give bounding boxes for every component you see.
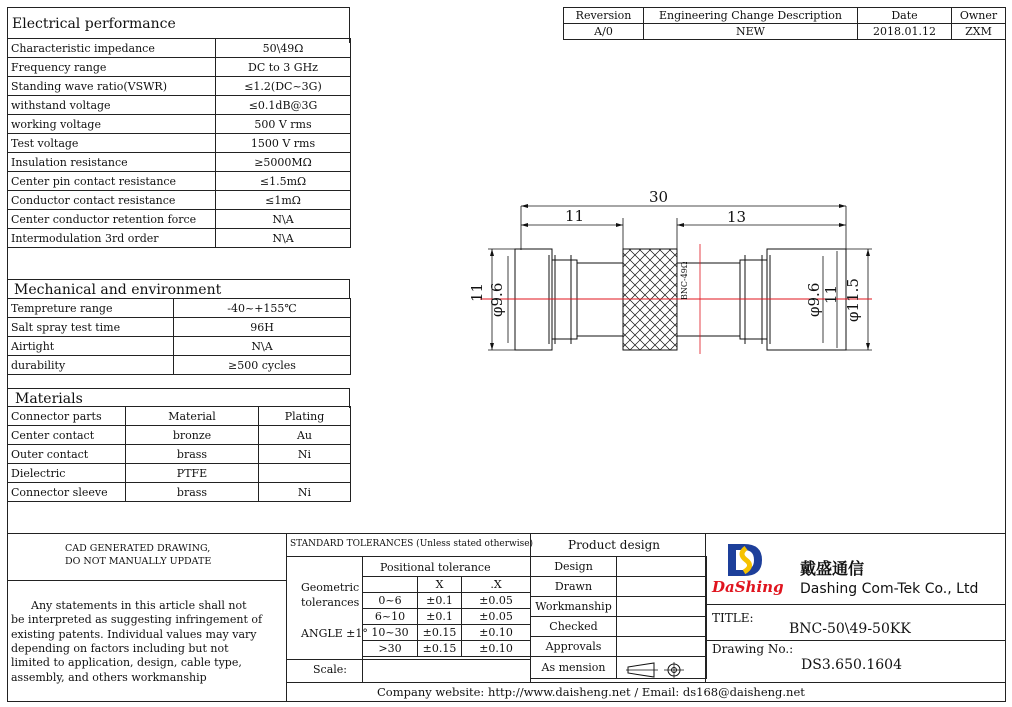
plating bbox=[259, 464, 351, 483]
table-row bbox=[363, 609, 531, 625]
table-row bbox=[8, 299, 351, 318]
table-row bbox=[531, 557, 707, 577]
dim-right-outer: φ11.5 bbox=[844, 278, 862, 322]
range: 0~6 bbox=[363, 593, 418, 609]
spec-name: Test voltage bbox=[8, 134, 216, 153]
rev: A/0 bbox=[564, 24, 644, 40]
spec-value: ≤1.2(DC~3G) bbox=[216, 77, 351, 96]
disclaimer-line: existing patents. Individual values may vary bbox=[11, 627, 257, 641]
product-field-value bbox=[617, 597, 707, 617]
tolerances-heading: STANDARD TOLERANCES (Unless stated otherwise) bbox=[290, 539, 534, 549]
range: >30 bbox=[363, 641, 418, 657]
date: 2018.01.12 bbox=[858, 24, 952, 40]
tol-dx: ±0.05 bbox=[462, 593, 531, 609]
title-value: BNC-50\49-50KK bbox=[789, 621, 911, 637]
product-field-value bbox=[617, 577, 707, 597]
spec-name: Salt spray test time bbox=[8, 318, 174, 337]
product-field-label: Approvals bbox=[531, 637, 617, 657]
product-field-label: Design bbox=[531, 557, 617, 577]
cad-note-2: DO NOT MANUALLY UPDATE bbox=[65, 556, 212, 567]
part: Outer contact bbox=[8, 445, 126, 464]
table-row bbox=[8, 115, 351, 134]
tol-x: ±0.15 bbox=[418, 625, 462, 641]
table-row bbox=[8, 356, 351, 375]
spec-value: ≤0.1dB@3G bbox=[216, 96, 351, 115]
range: 10~30 bbox=[363, 625, 418, 641]
header-owner: Owner bbox=[952, 8, 1006, 24]
spec-name: Insulation resistance bbox=[8, 153, 216, 172]
footer-contact: Company website: http://www.daisheng.net / Email: ds168@daisheng.net bbox=[377, 685, 805, 699]
spec-name: Intermodulation 3rd order bbox=[8, 229, 216, 248]
spec-name: Frequency range bbox=[8, 58, 216, 77]
connector-drawing bbox=[440, 180, 880, 370]
table-row bbox=[8, 483, 351, 502]
spec-value: 1500 V rms bbox=[216, 134, 351, 153]
spec-value: DC to 3 GHz bbox=[216, 58, 351, 77]
cad-note-1: CAD GENERATED DRAWING, bbox=[65, 543, 211, 554]
product-field-label: As mension bbox=[531, 657, 617, 679]
positional-tolerance: Positional tolerance bbox=[380, 561, 491, 574]
part: Center contact bbox=[8, 426, 126, 445]
material: bronze bbox=[126, 426, 259, 445]
spec-name: Conductor contact resistance bbox=[8, 191, 216, 210]
part: Connector sleeve bbox=[8, 483, 126, 502]
tol-dx: ±0.10 bbox=[462, 641, 531, 657]
spec-name: durability bbox=[8, 356, 174, 375]
geometric-1: Geometric bbox=[301, 581, 360, 594]
spec-value: N\A bbox=[174, 337, 351, 356]
spec-value: 500 V rms bbox=[216, 115, 351, 134]
company-name-en: Dashing Com-Tek Co., Ltd bbox=[800, 581, 979, 597]
plating: Ni bbox=[259, 483, 351, 502]
table-row bbox=[564, 24, 1006, 40]
revision-table bbox=[563, 7, 1006, 40]
electrical-table bbox=[7, 38, 351, 248]
dim-left-inner: φ9.6 bbox=[488, 282, 506, 317]
tol-x: ±0.15 bbox=[418, 641, 462, 657]
spec-name: withstand voltage bbox=[8, 96, 216, 115]
table-row bbox=[8, 58, 351, 77]
spec-value: ≥500 cycles bbox=[174, 356, 351, 375]
header-desc: Engineering Change Description bbox=[644, 8, 858, 24]
header-date: Date bbox=[858, 8, 952, 24]
header-rev: Reversion bbox=[564, 8, 644, 24]
disclaimer-line: depending on factors including but not bbox=[11, 641, 229, 655]
mechanical-table bbox=[7, 298, 351, 375]
materials-table bbox=[7, 406, 351, 502]
table-row bbox=[363, 641, 531, 657]
part: Dielectric bbox=[8, 464, 126, 483]
header-material: Material bbox=[126, 407, 259, 426]
product-field-label: Workmanship bbox=[531, 597, 617, 617]
plating: Au bbox=[259, 426, 351, 445]
table-row bbox=[8, 96, 351, 115]
dim-right: 13 bbox=[727, 208, 747, 226]
table-row bbox=[8, 210, 351, 229]
table-row bbox=[8, 191, 351, 210]
table-row bbox=[8, 134, 351, 153]
table-row bbox=[363, 593, 531, 609]
product-field-value bbox=[617, 557, 707, 577]
spec-value: 96H bbox=[174, 318, 351, 337]
header-part: Connector parts bbox=[8, 407, 126, 426]
tol-dx: ±0.10 bbox=[462, 625, 531, 641]
logo-text: DaShing bbox=[712, 578, 784, 596]
desc: NEW bbox=[644, 24, 858, 40]
drawing-no-value: DS3.650.1604 bbox=[801, 657, 902, 673]
spec-value: ≤1.5mΩ bbox=[216, 172, 351, 191]
materials-title: Materials bbox=[15, 391, 83, 407]
spec-name: Center conductor retention force bbox=[8, 210, 216, 229]
dim-right-inner: φ9.6 bbox=[805, 282, 823, 317]
drawing-no-label: Drawing No.: bbox=[712, 642, 794, 656]
table-row bbox=[8, 464, 351, 483]
body-label: BNC-49Ω bbox=[680, 261, 689, 300]
table-row bbox=[8, 337, 351, 356]
table-header-row bbox=[564, 8, 1006, 24]
dim-left: 11 bbox=[565, 207, 585, 225]
header-range bbox=[363, 577, 418, 593]
spec-name: Airtight bbox=[8, 337, 174, 356]
spec-value: N\A bbox=[216, 229, 351, 248]
spec-name: working voltage bbox=[8, 115, 216, 134]
tol-dx: ±0.05 bbox=[462, 609, 531, 625]
projection-symbol-icon bbox=[626, 662, 692, 678]
geometric-2: tolerances bbox=[301, 596, 360, 609]
spec-value: 50\49Ω bbox=[216, 39, 351, 58]
table-row bbox=[8, 153, 351, 172]
materials-section bbox=[7, 388, 350, 408]
owner: ZXM bbox=[952, 24, 1006, 40]
disclaimer-line: assembly, and others workmanship bbox=[11, 670, 207, 684]
scale-label: Scale: bbox=[313, 663, 347, 676]
dim-right-mid: 11 bbox=[822, 284, 840, 304]
spec-name: Standing wave ratio(VSWR) bbox=[8, 77, 216, 96]
disclaimer-line: limited to application, design, cable type, bbox=[11, 656, 242, 670]
table-row bbox=[8, 426, 351, 445]
table-header-row bbox=[8, 407, 351, 426]
dim-total: 30 bbox=[649, 188, 669, 206]
tol-x: ±0.1 bbox=[418, 593, 462, 609]
header-plating: Plating bbox=[259, 407, 351, 426]
title-label: TITLE: bbox=[712, 611, 754, 625]
mechanical-section bbox=[7, 279, 350, 299]
plating: Ni bbox=[259, 445, 351, 464]
table-row bbox=[363, 625, 531, 641]
material: brass bbox=[126, 483, 259, 502]
tol-x: ±0.1 bbox=[418, 609, 462, 625]
product-table bbox=[530, 556, 707, 679]
table-row bbox=[531, 617, 707, 637]
spec-name: Tempreture range bbox=[8, 299, 174, 318]
table-row bbox=[8, 172, 351, 191]
product-field-label: Drawn bbox=[531, 577, 617, 597]
header-dx: .X bbox=[462, 577, 531, 593]
spec-name: Center pin contact resistance bbox=[8, 172, 216, 191]
product-field-value bbox=[617, 637, 707, 657]
disclaimer-line: be interpreted as suggesting infringement of bbox=[11, 613, 263, 627]
angle-tolerance: ANGLE ±1° bbox=[301, 627, 368, 640]
table-row bbox=[8, 39, 351, 58]
table-header-row bbox=[363, 577, 531, 593]
mechanical-title: Mechanical and environment bbox=[14, 282, 222, 298]
table-row bbox=[531, 637, 707, 657]
spec-value: -40~+155℃ bbox=[174, 299, 351, 318]
table-row bbox=[531, 597, 707, 617]
range: 6~10 bbox=[363, 609, 418, 625]
dim-left-outer: 11 bbox=[468, 282, 486, 302]
spec-value: ≥5000MΩ bbox=[216, 153, 351, 172]
disclaimer-line: Any statements in this article shall not bbox=[31, 599, 247, 612]
product-field-label: Checked bbox=[531, 617, 617, 637]
company-name-cn: 戴盛通信 bbox=[800, 559, 865, 578]
product-design-title: Product design bbox=[568, 538, 660, 552]
table-row bbox=[8, 77, 351, 96]
table-row bbox=[531, 577, 707, 597]
spec-value: N\A bbox=[216, 210, 351, 229]
product-field-value bbox=[617, 617, 707, 637]
material: PTFE bbox=[126, 464, 259, 483]
material: brass bbox=[126, 445, 259, 464]
spec-name: Characteristic impedance bbox=[8, 39, 216, 58]
tolerance-table bbox=[362, 576, 531, 657]
spec-value: ≤1mΩ bbox=[216, 191, 351, 210]
table-row bbox=[8, 445, 351, 464]
table-row bbox=[8, 229, 351, 248]
table-row bbox=[8, 318, 351, 337]
electrical-title: Electrical performance bbox=[12, 16, 176, 32]
header-x: X bbox=[418, 577, 462, 593]
